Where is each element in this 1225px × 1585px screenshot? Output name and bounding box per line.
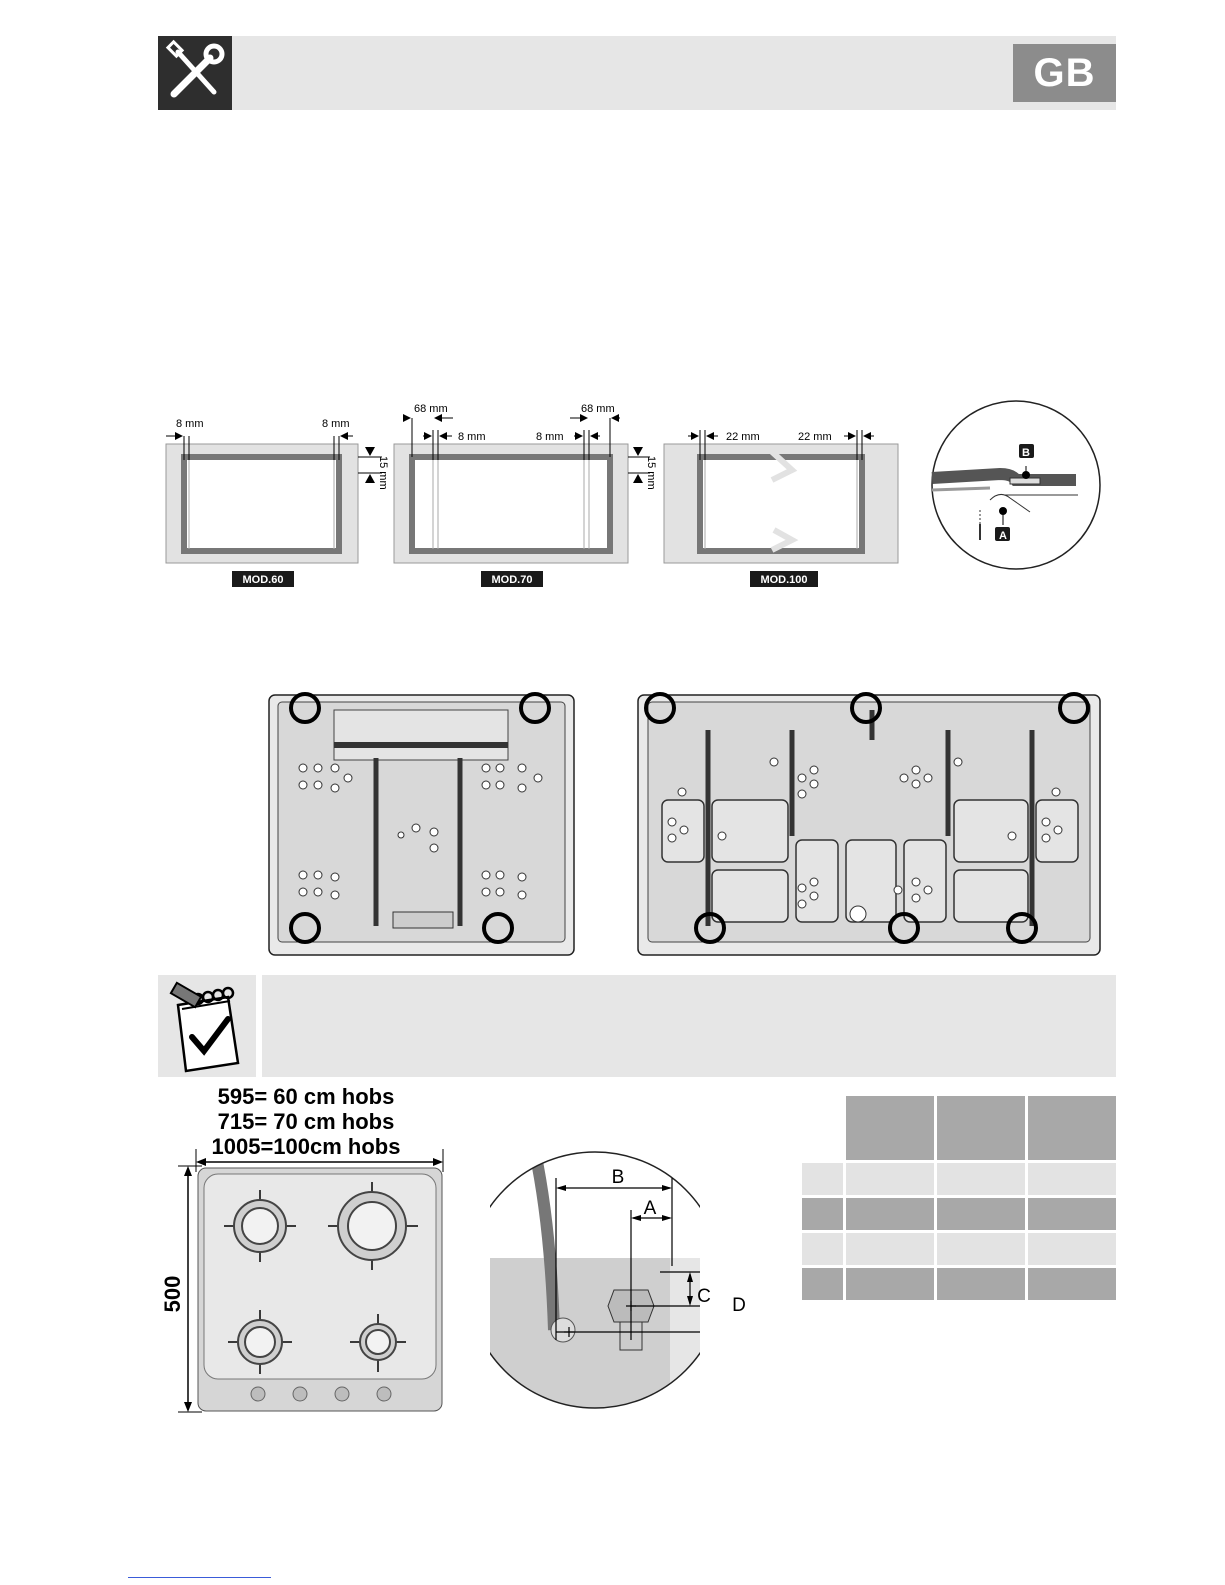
mod60-label: MOD.60 bbox=[242, 574, 284, 586]
mod100-left-gap: 22 mm bbox=[726, 431, 760, 443]
table-cell bbox=[1028, 1233, 1116, 1265]
mod70-diagram bbox=[394, 403, 657, 587]
table-header-cell-3 bbox=[1028, 1096, 1116, 1160]
table-row-label-4 bbox=[802, 1268, 843, 1300]
width-line-70: 715= 70 cm hobs bbox=[217, 1109, 395, 1134]
table-cell bbox=[1028, 1268, 1116, 1300]
marker-b: B bbox=[1022, 447, 1030, 459]
label-c: C bbox=[697, 1286, 711, 1307]
mod60-depth-gap: 15 mm bbox=[377, 456, 389, 490]
mod100-diagram bbox=[664, 430, 898, 587]
marker-a: A bbox=[999, 530, 1007, 542]
hob-dimensions bbox=[160, 1082, 460, 1427]
language-badge: GB bbox=[1013, 44, 1116, 102]
table-row-label-1 bbox=[802, 1163, 843, 1195]
hob-underside-60 bbox=[268, 690, 578, 960]
connection-labels-cd bbox=[690, 1260, 760, 1340]
table-cell bbox=[937, 1163, 1025, 1195]
table-header-cell-2 bbox=[937, 1096, 1025, 1160]
width-line-60: 595= 60 cm hobs bbox=[217, 1084, 395, 1109]
label-d: D bbox=[732, 1295, 746, 1316]
table-cell bbox=[846, 1198, 934, 1230]
table-cell bbox=[1028, 1163, 1116, 1195]
hob-underside-100 bbox=[636, 690, 1106, 960]
footer-link-underline[interactable] bbox=[128, 1577, 271, 1578]
tools-icon bbox=[158, 36, 232, 110]
table-cell bbox=[846, 1233, 934, 1265]
width-line-100: 1005=100cm hobs bbox=[211, 1134, 401, 1159]
mod70-label: MOD.70 bbox=[491, 574, 533, 586]
cutout-diagrams bbox=[160, 400, 1120, 600]
page-header bbox=[158, 36, 1116, 110]
bracket-detail bbox=[932, 401, 1100, 569]
mod70-right-outer: 68 mm bbox=[581, 403, 615, 415]
mod100-right-gap: 22 mm bbox=[798, 431, 832, 443]
table-cell bbox=[937, 1268, 1025, 1300]
depth-label: 500 bbox=[160, 1275, 185, 1313]
mod70-right-inner: 8 mm bbox=[536, 431, 564, 443]
table-row-label-2 bbox=[802, 1198, 843, 1230]
mod100-label: MOD.100 bbox=[760, 574, 808, 586]
table-cell bbox=[846, 1163, 934, 1195]
label-a: A bbox=[643, 1198, 657, 1219]
table-row-label-3 bbox=[802, 1233, 843, 1265]
mod70-left-inner: 8 mm bbox=[458, 431, 486, 443]
note-band bbox=[158, 975, 1116, 1077]
mod60-right-gap: 8 mm bbox=[322, 418, 350, 430]
mod70-left-outer: 68 mm bbox=[414, 403, 448, 415]
table-cell bbox=[846, 1268, 934, 1300]
table-cell bbox=[1028, 1198, 1116, 1230]
connection-detail bbox=[490, 1130, 700, 1420]
label-b: B bbox=[611, 1167, 625, 1188]
mod60-diagram bbox=[166, 418, 389, 587]
mod60-left-gap: 8 mm bbox=[176, 418, 204, 430]
table-cell bbox=[937, 1233, 1025, 1265]
mod70-depth-gap: 15 mm bbox=[645, 456, 657, 490]
table-cell bbox=[937, 1198, 1025, 1230]
table-header-cell-1 bbox=[846, 1096, 934, 1160]
notepad-check-icon bbox=[158, 975, 262, 1077]
